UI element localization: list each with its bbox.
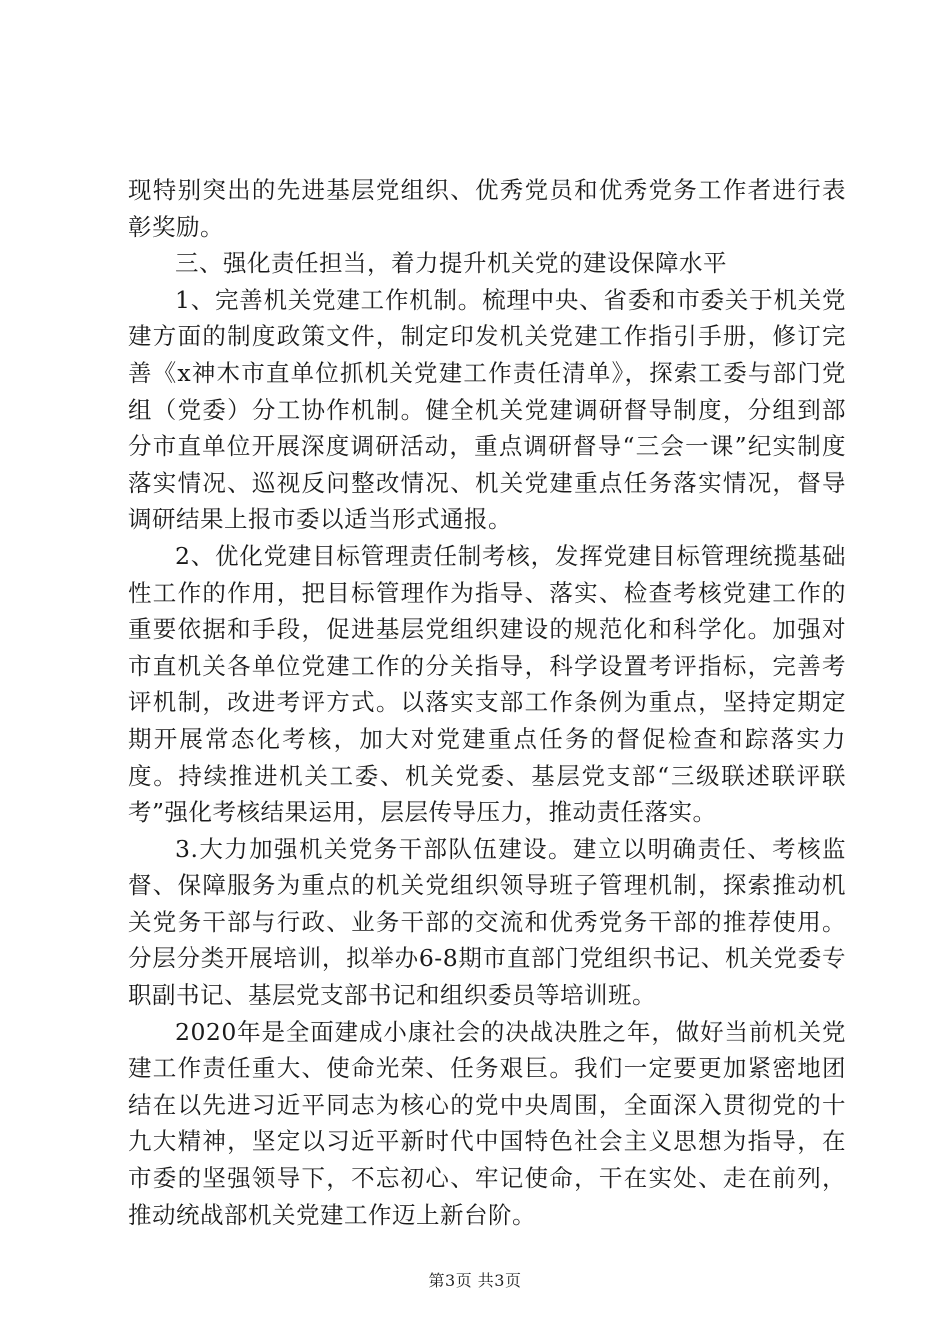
paragraph-continuation: 现特别突出的先进基层党组织、优秀党员和优秀党务工作者进行表彰奖励。 [128, 176, 846, 241]
paragraph-item-3: 3.大力加强机关党务干部队伍建设。建立以明确责任、考核监督、保障服务为重点的机关党组织领导班子管理机制，探索推动机关党务干部与行政、业务干部的交流和优秀党务干部的推荐使用。分层分类开展培训，拟举办6-8期市直部门党组织书记、机关党委专职副书记、基层党支部书记和组织委员等培训班。 [128, 834, 846, 1010]
paragraph-item-2: 2、优化党建目标管理责任制考核，发挥党建目标管理统揽基础性工作的作用，把目标管理作为指导、落实、检查考核党建工作的重要依据和手段，促进基层党组织建设的规范化和科学化。加强对市直机关各单位党建工作的分关指导，科学设置考评指标，完善考评机制，改进考评方式。以落实支部工作条例为重点，坚持定期定期开展常态化考核，加大对党建重点任务的督促检查和踪落实力度。持续推进机关工委、机关党委、基层党支部“三级联述联评联考”强化考核结果运用，层层传导压力，推动责任落实。 [128, 541, 846, 827]
paragraph-conclusion: 2020年是全面建成小康社会的决战决胜之年，做好当前机关党建工作责任重大、使命光荣、任务艰巨。我们一定要更加紧密地团结在以先进习近平同志为核心的党中央周围，全面深入贯彻党的十九大精神，坚定以习近平新时代中国特色社会主义思想为指导，在市委的坚强领导下，不忘初心、牢记使命，干在实处、走在前列，推动统战部机关党建工作迈上新台阶。 [128, 1017, 846, 1229]
document-body [128, 172, 846, 1233]
paragraph-item-1: 1、完善机关党建工作机制。梳理中央、省委和市委关于机关党建方面的制度政策文件，制定印发机关党建工作指引手册，修订完善《x神木市直单位抓机关党建工作责任清单》，探索工委与部门党组（党委）分工协作机制。健全机关党建调研督导制度，分组到部分市直单位开展深度调研活动，重点调研督导“三会一课”纪实制度落实情况、巡视反问整改情况、机关党建重点任务落实情况，督导调研结果上报市委以适当形式通报。 [128, 285, 846, 534]
section-heading: 三、强化责任担当，着力提升机关党的建设保障水平 [175, 249, 727, 278]
page-number-footer: 第3页 共3页 [428, 1271, 522, 1290]
